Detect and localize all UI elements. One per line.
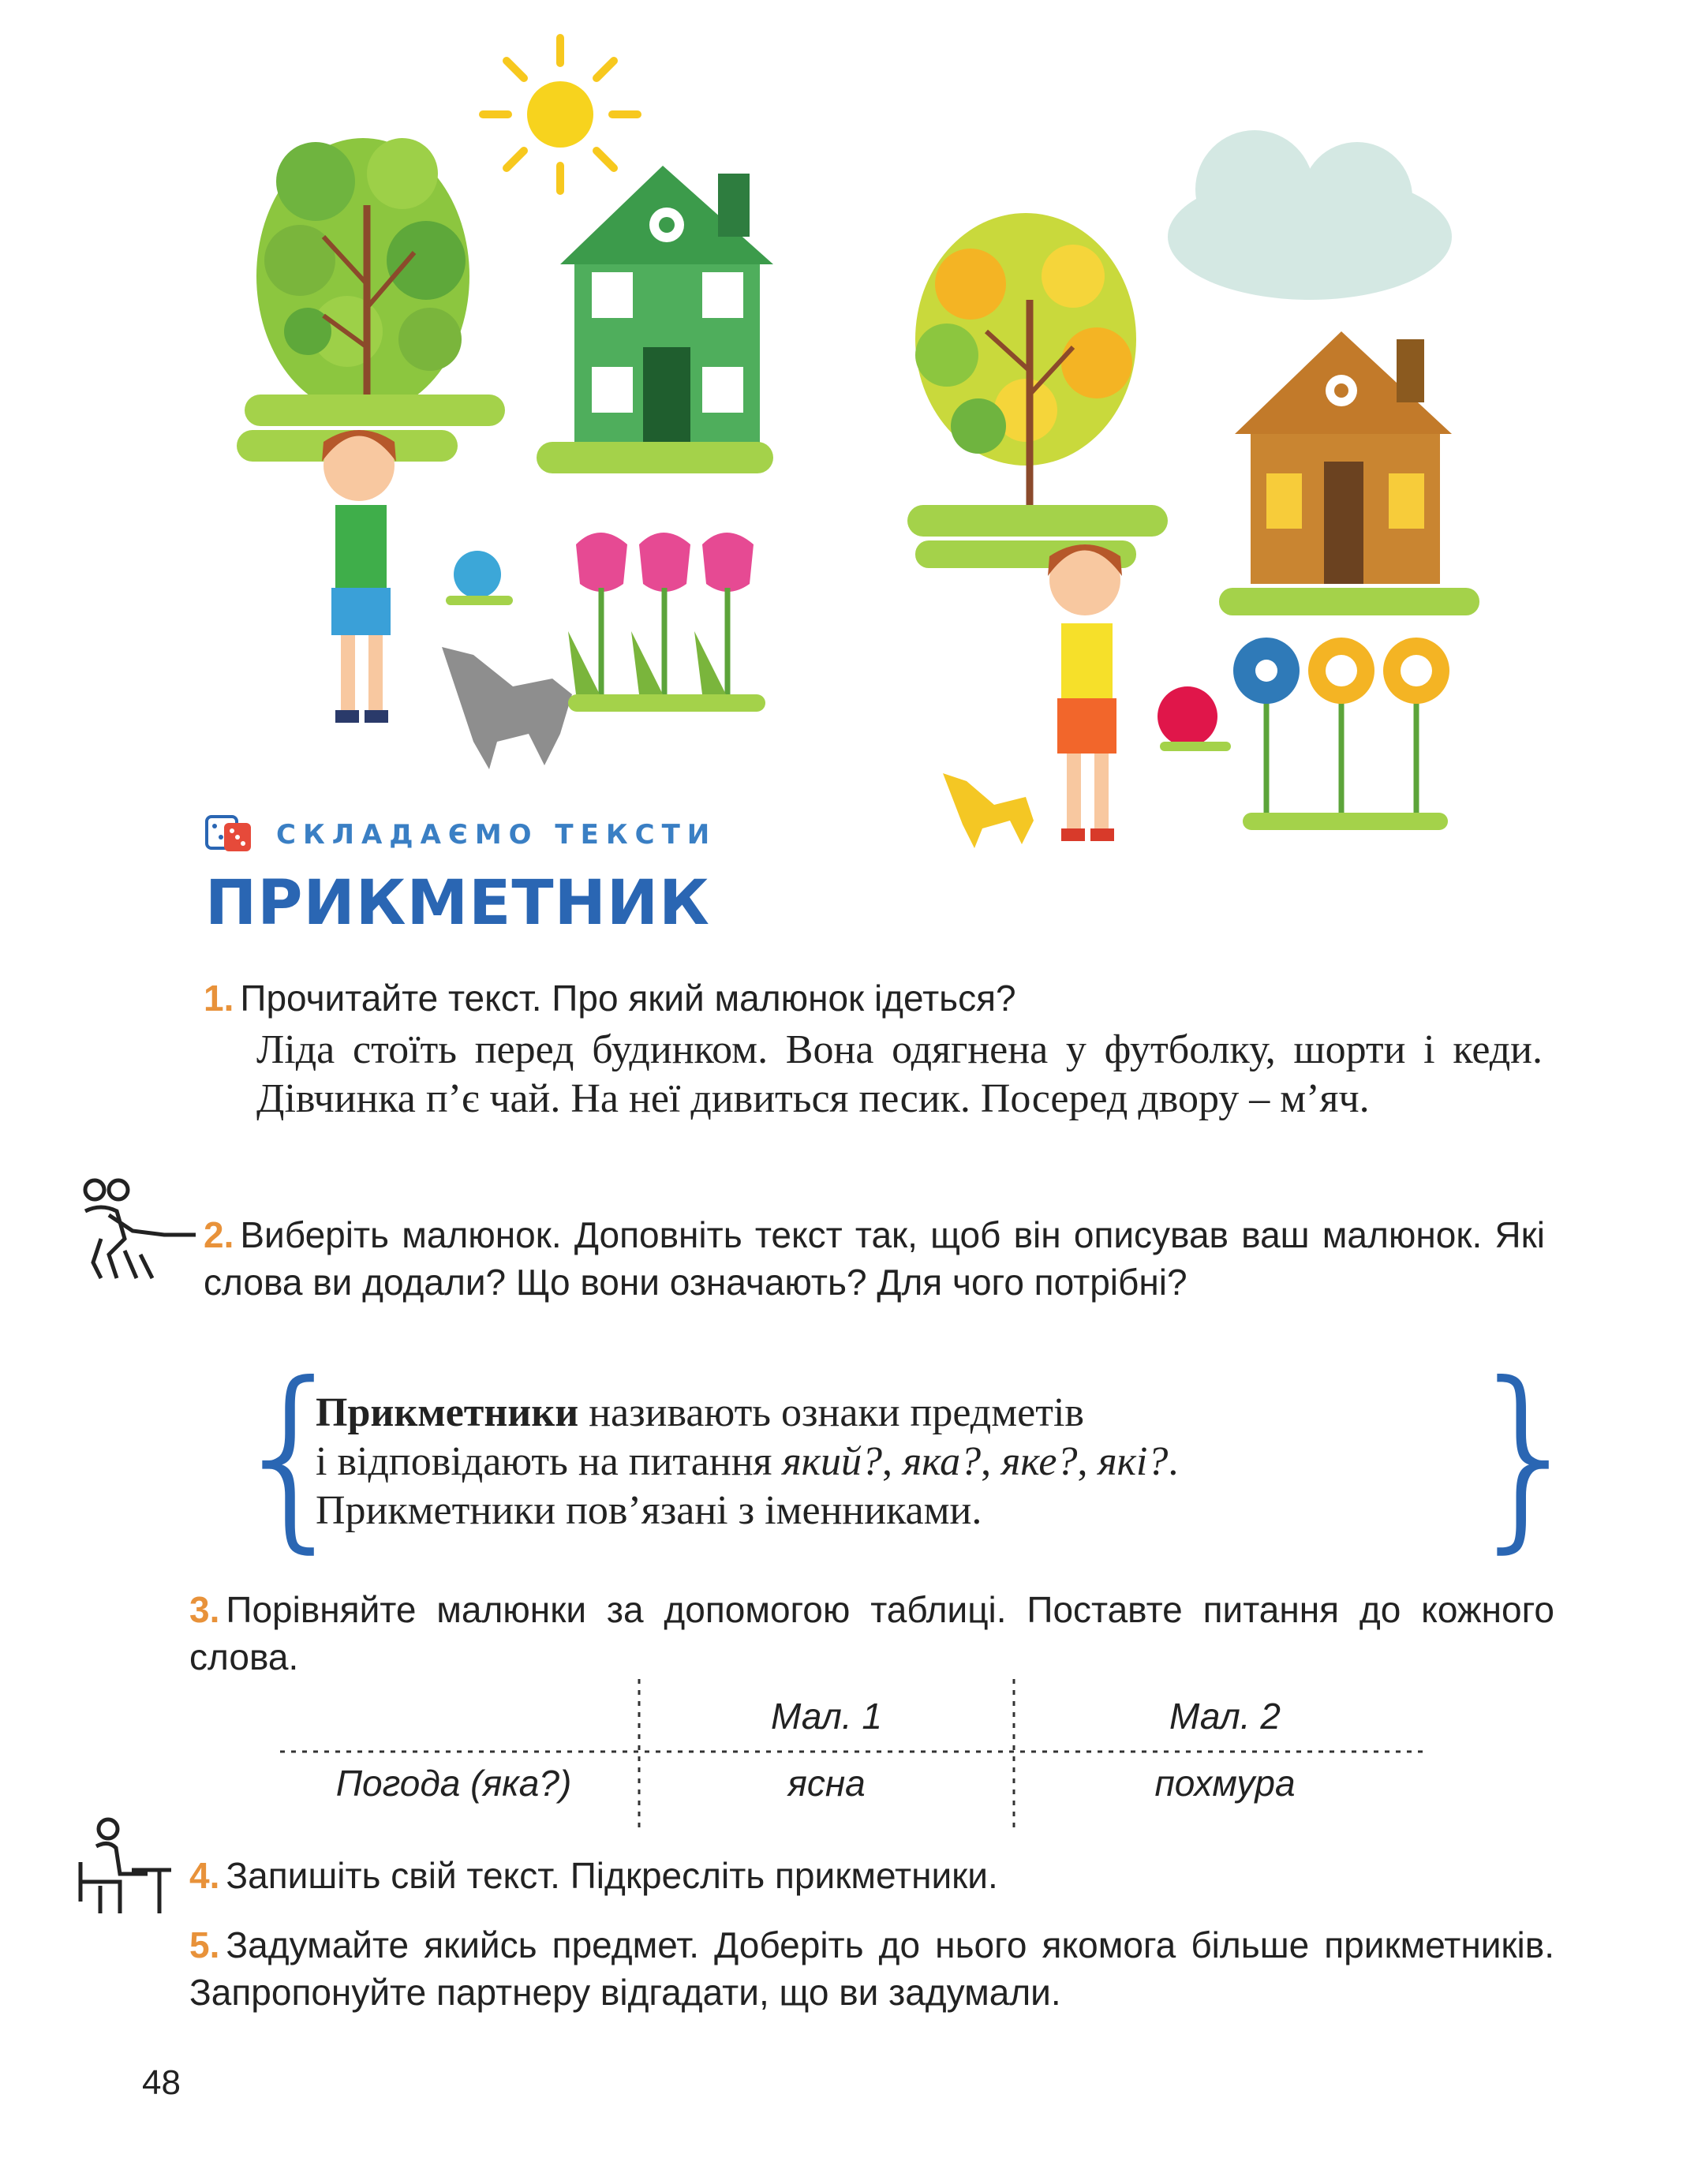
grey-dog [442,647,572,769]
red-ball [1158,686,1231,751]
task-3 [189,1586,1554,1681]
page-title: ПРИКМЕТНИК [205,868,710,939]
task-number: 4. [189,1855,220,1896]
question-word: яке? [1001,1439,1078,1484]
table-header-cell: Мал. 2 [1169,1696,1281,1737]
reading-text: Ліда стоїть перед будинком. Вона одягнена у футболку, шорти і кеди. Дівчинка п’є чай. На неї дивиться песик. Посеред двору – м’яч. [256,1027,1543,1121]
table-row-label: Погода (яка?) [335,1763,572,1804]
flowers [1233,638,1449,830]
task-number: 2. [204,1214,234,1255]
task-1 [204,974,1545,1022]
section-label-text: СКЛАДАЄМО ТЕКСТИ [276,819,717,851]
left-brace: { [229,1341,355,1570]
question-word: яка? [902,1439,982,1484]
rule-box [316,1389,1468,1535]
rule-text: називають ознаки предметів [578,1390,1084,1435]
task-number: 5. [189,1924,220,1965]
table-header-cell: Мал. 1 [771,1696,882,1737]
pink-tulips [568,533,765,712]
task-4 [189,1852,1531,1899]
task-text: Прочитайте текст. Про який малюнок ідеться? [240,978,1016,1019]
girl-yellow-shirt [1048,544,1122,841]
dice-icon [204,809,256,861]
autumn-tree [907,213,1168,568]
task-2 [204,1211,1545,1306]
green-house [537,166,773,473]
brown-house [1219,331,1479,615]
task-text: Запишіть свій текст. Підкресліть прикметники. [226,1855,998,1896]
table-cell: ясна [787,1763,866,1804]
page-number: 48 [142,2063,181,2102]
section-label [204,809,716,861]
girl-green-shirt [322,430,396,723]
sun-icon [483,38,638,191]
blue-ball [446,551,513,605]
cloud [1168,130,1452,300]
task-text: Задумайте якийсь предмет. Доберіть до нього якомога більше прикметників. Запропонуйте партнеру відгадати, що ви задумали. [189,1924,1554,2013]
task-number: 1. [204,978,234,1019]
pair-work-icon [77,1176,196,1286]
illustration-two-yards [0,0,1683,860]
task-text: Порівняйте малюнки за допомогою таблиці. Поставте питання до кожного слова. [189,1589,1554,1677]
question-word: який? [782,1439,882,1484]
green-tree [237,138,505,462]
yellow-dog [943,773,1034,848]
task-number: 3. [189,1589,220,1630]
comparison-table [268,1679,1436,1829]
task-text: Виберіть малюнок. Доповніть текст так, щоб він описував ваш малюнок. Які слова ви додали? Що вони означають? Для чого потрібні? [204,1214,1545,1303]
right-brace: } [1464,1341,1590,1570]
rule-line-1 [316,1389,1468,1438]
task-5 [189,1921,1554,2016]
rule-line-3: Прикметники пов’язані з іменниками. [316,1488,982,1533]
question-word: які? [1098,1439,1169,1484]
table-cell: похмура [1154,1763,1296,1804]
rule-line-2: і відповідають на питання який?, яка?, яке?, які?. [316,1439,1179,1484]
rule-text: і відповідають на питання [316,1439,783,1484]
writing-desk-icon [73,1815,175,1917]
rule-term: Прикметники [316,1390,579,1435]
